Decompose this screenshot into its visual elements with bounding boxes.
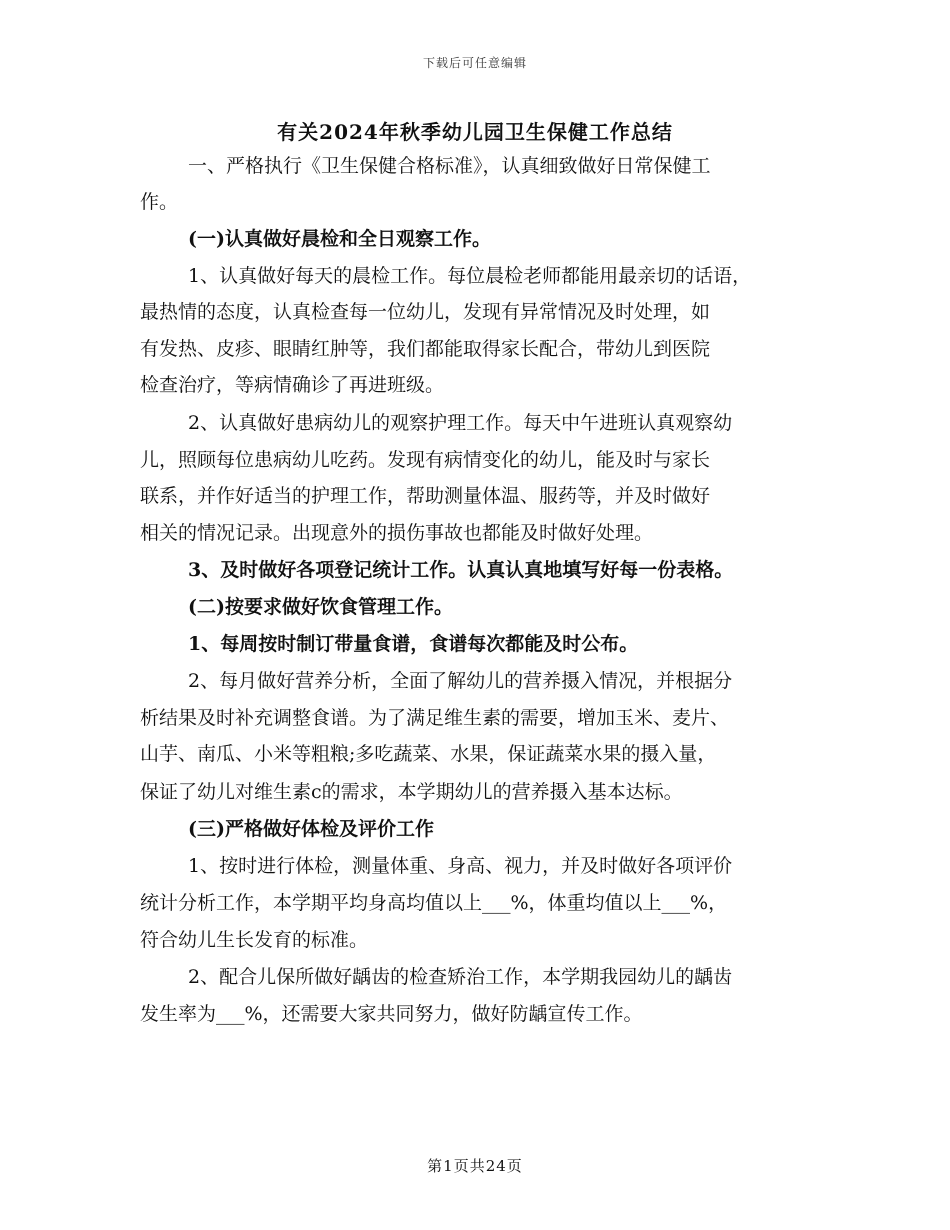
body-line: 保证了幼儿对维生素c的需求，本学期幼儿的营养摄入基本达标。 — [140, 781, 683, 803]
body-line: 检查治疗，等病情确诊了再进班级。 — [140, 374, 445, 396]
page-number-footer: 第1页共24页 — [427, 1157, 523, 1175]
body-line: 统计分析工作，本学期平均身高均值以上___%，体重均值以上___%， — [140, 892, 728, 914]
page-header-note: 下载后可任意编辑 — [422, 56, 527, 70]
body-line: 1、认真做好每天的晨检工作。每位晨检老师都能用最亲切的话语， — [188, 265, 752, 287]
body-line: 联系，并作好适当的护理工作，帮助测量体温、服药等，并及时做好 — [140, 485, 711, 507]
section-heading: (二)按要求做好饮食管理工作。 — [188, 596, 453, 618]
body-line: 儿，照顾每位患病幼儿吃药。发现有病情变化的幼儿，能及时与家长 — [140, 449, 711, 471]
body-line: 发生率为___%，还需要大家共同努力，做好防龋宣传工作。 — [140, 1003, 643, 1025]
body-line: 作。 — [140, 191, 179, 213]
body-line: 1、按时进行体检，测量体重、身高、视力，并及时做好各项评价 — [188, 855, 733, 877]
body-line: 2、认真做好患病幼儿的观察护理工作。每天中午进班认真观察幼 — [188, 412, 733, 434]
body-line: 有发热、皮疹、眼睛红肿等，我们都能取得家长配合，带幼儿到医院 — [140, 338, 711, 360]
body-line: 析结果及时补充调整食谱。为了满足维生素的需要，增加玉米、麦片、 — [140, 707, 730, 729]
body-line: 山芋、南瓜、小米等粗粮;多吃蔬菜、水果，保证蔬菜水果的摄入量， — [140, 743, 717, 765]
section-heading: (三)严格做好体检及评价工作 — [188, 818, 434, 840]
body-line: 符合幼儿生长发育的标准。 — [140, 929, 369, 951]
section-heading: 1、每周按时制订带量食谱，食谱每次都能及时公布。 — [188, 633, 639, 655]
body-line: 相关的情况记录。出现意外的损伤事故也都能及时做好处理。 — [140, 522, 654, 544]
body-line: 2、每月做好营养分析，全面了解幼儿的营养摄入情况，并根据分 — [188, 670, 733, 692]
body-line: 一、严格执行《卫生保健合格标准》，认真细致做好日常保健工 — [188, 155, 711, 177]
body-line: 2、配合儿保所做好龋齿的检查矫治工作，本学期我园幼儿的龋齿 — [188, 966, 733, 988]
section-heading: 3、及时做好各项登记统计工作。认真认真地填写好每一份表格。 — [188, 559, 734, 581]
section-heading: (一)认真做好晨检和全日观察工作。 — [188, 228, 491, 250]
document-title: 有关2024年秋季幼儿园卫生保健工作总结 — [277, 120, 673, 144]
body-line: 最热情的态度，认真检查每一位幼儿，发现有异常情况及时处理，如 — [140, 301, 711, 323]
